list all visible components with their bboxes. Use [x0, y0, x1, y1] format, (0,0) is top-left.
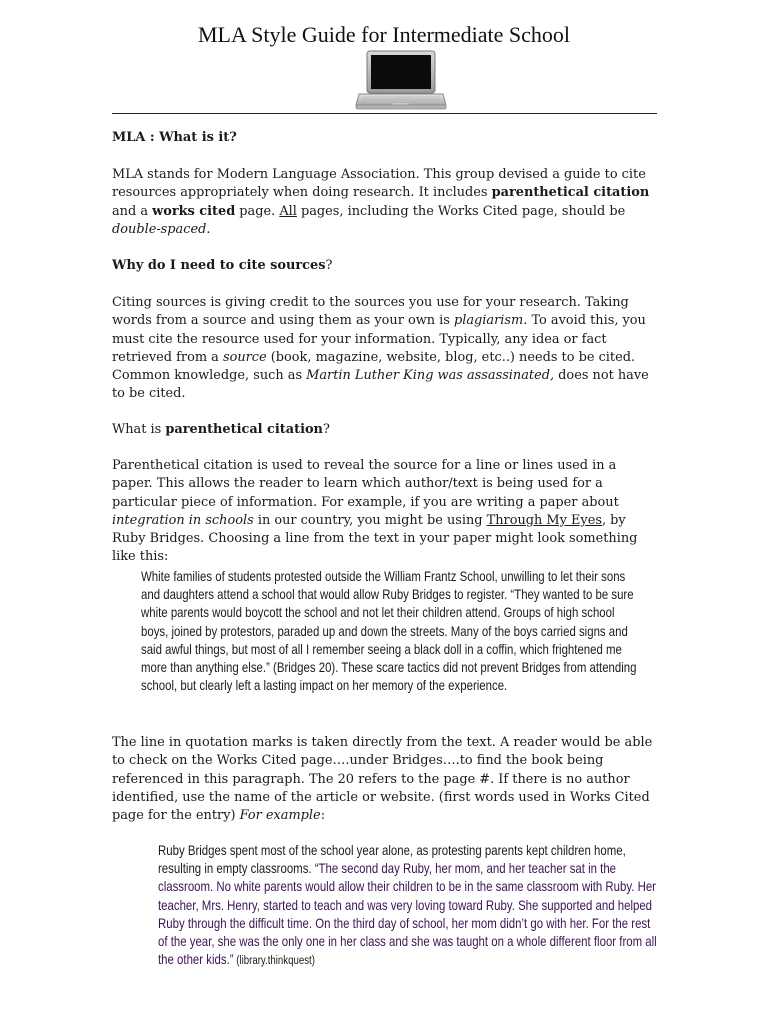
section-heading-mla: MLA : What is it?: [112, 130, 237, 145]
page-title: MLA Style Guide for Intermediate School: [197, 22, 571, 47]
paragraph-quotation-explanation: The line in quotation marks is taken directly from the text. A reader would be able to check on the Works Cited page….under Bridges….to find the book being referenced in this paragraph. The 20 refers to the page #. If there is no author identified, use the name of the article or website. (first words used in Works Cited page for the entry) For example:: [112, 735, 653, 824]
laptop-icon: [355, 50, 447, 112]
example-quote-website: Ruby Bridges spent most of the school year alone, as protesting parents kept children home, resulting in empty classrooms. “The second day Ruby, her mom, and her teacher sat in the classroom. No white parents would allow their children to be in the same classroom with Ruby. Her teacher, Mrs. Henry, started to teach and was very loving toward Ruby. She supported and helped Ruby through the difficult time. On the third day of school, her mom didn’t go with her. For the rest of the year, she was the only one in her class and she was taught on a whole different floor from all the other kids.” (library.thinkquest): [158, 843, 657, 968]
section-heading-why-cite: Why do I need to cite sources?: [112, 258, 333, 273]
paragraph-mla-definition: MLA stands for Modern Language Association. This group devised a guide to cite resources appropriately when doing research. It includes parenthetical citation and a works cited page. All pages, including the Works Cited page, should be double-spaced.: [112, 167, 650, 237]
title-divider: [112, 113, 657, 114]
example-quote-bridges: White families of students protested outside the William Frantz School, unwilling to let their sons and daughters attend a school that would allow Ruby Bridges to register. “They wanted to be sure white parents would boycott the school and not let their children attend. Groups of high school boys, joined by protestors, paraded up and down the streets. Many of the boys carried signs and said awful things, but most of all I remember seeing a black doll in a coffin, which frightened me more than anything else.” (Bridges 20). These scare tactics did not prevent Bridges from attending school, but clearly left a lasting impact on her memory of the experience.: [141, 569, 637, 694]
paragraph-parenthetical: Parenthetical citation is used to reveal the source for a line or lines used in a paper. This allows the reader to learn which author/text is being used for a particular piece of information. For example, if you are writing a paper about integration in schools in our country, you might be using Through My Eyes, by Ruby Bridges. Choosing a line from the text in your paper might look something like this:: [112, 458, 638, 565]
section-heading-parenthetical: What is parenthetical citation?: [112, 422, 330, 437]
paragraph-why-cite: Citing sources is giving credit to the sources you use for your research. Taking words from a source and using them as your own is plagiarism. To avoid this, you must cite the resource used for your information. Typically, any idea or fact retrieved from a source (book, magazine, website, blog, etc..) needs to be cited. Common knowledge, such as Martin Luther King was assassinated, does not have to be cited.: [112, 295, 649, 402]
